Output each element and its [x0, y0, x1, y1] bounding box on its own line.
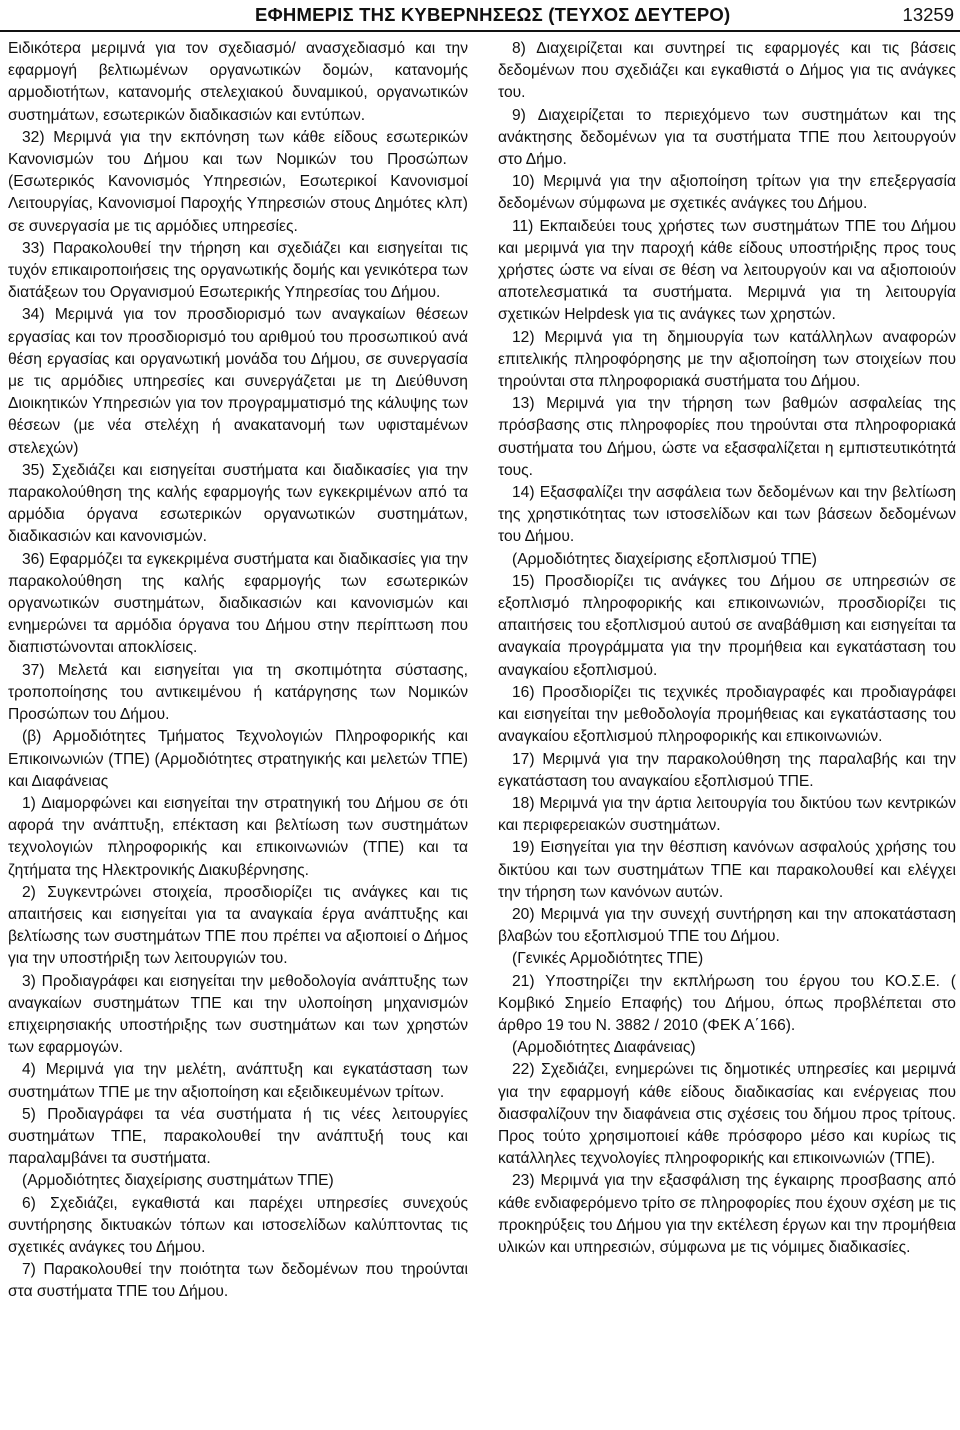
paragraph: 33) Παρακολουθεί την τήρηση και σχεδιάζει και εισηγείται τις τυχόν επικαιροποιήσεις της οργανωτικής δομής και γενικότερα των διατάξεων του Οργανισμού Εσωτερικής Υπηρεσίας του Δήμου.: [8, 239, 468, 302]
right-column: [498, 38, 956, 1259]
paragraph: 21) Υποστηρίζει την εκπλήρωση του έργου του ΚΟ.Σ.Ε. ( Κομβικό Σημείο Επαφής) του Δήμου, όπως προβλέπεται στο άρθρο 19 του Ν. 3882 / 2010 (ΦΕΚ Α΄166).: [498, 972, 956, 1034]
paragraph: 1) Διαμορφώνει και εισηγείται την στρατηγική του Δήμου σε ότι αφορά την ανάπτυξη, επέκταση και βελτίωση των συστημάτων τεχνολογιών πληροφορικής και επικοινωνιών (ΤΠΕ) και τα ζητήματα της Ηλεκτρονικής Διακυβέρνησης.: [8, 794, 468, 879]
paragraph: 2) Συγκεντρώνει στοιχεία, προσδιορίζει τις ανάγκες και τις απαιτήσεις και εισηγείται για τα αναγκαία έργα ανάπτυξης και βελτίωσης των συστημάτων ΤΠΕ που πρέπει να αξιοποιεί ο Δήμος για την υποστήριξη των λειτουργιών του.: [8, 883, 468, 968]
subsection-heading: (Αρμοδιότητες διαχείρισης εξοπλισμού ΤΠΕ): [512, 550, 817, 568]
paragraph: 23) Μεριμνά για την εξασφάλιση της έγκαιρης προσβασης από κάθε ενδιαφερόμενο τρίτο σε πληροφορίες που έχουν σχέση με τις προκηρύξεις του Δήμου για την εκτέλεση έργων και την προμήθεια υλικών και υπηρεσιών, σύμφωνα με τις νόμιμες διαδικασίες.: [498, 1172, 956, 1256]
paragraph: 5) Προδιαγράφει τα νέα συστήματα ή τις νέες λειτουργίες συστημάτων ΤΠΕ, παρακολουθεί την ανάπτυξή τους και παραλαμβάνει τα συστήματα.: [8, 1105, 468, 1168]
paragraph: 35) Σχεδιάζει και εισηγείται συστήματα και διαδικασίες για την παρακολούθηση της καλής εφαρμογής των εγκεκριμένων από τα αρμόδια όργανα εσωτερικών οργανωτικών συστημάτων, διαδικασιών και κανονισμών.: [8, 461, 468, 546]
paragraph: 3) Προδιαγράφει και εισηγείται την μεθοδολογία ανάπτυξης των αναγκαίων συστημάτων ΤΠΕ και την υλοποίηση μηχανισμών επιχειρησιακής υποστήριξης των συστημάτων και των χρηστών των εφαρμογών.: [8, 972, 468, 1057]
page-number: 13259: [902, 4, 954, 25]
paragraph: 4) Μεριμνά για την μελέτη, ανάπτυξη και εγκατάσταση των συστημάτων ΤΠΕ με την αξιοποίηση και εξειδικευμένων τρίτων.: [8, 1061, 468, 1101]
paragraph: 10) Μεριμνά για την αξιοποίηση τρίτων για την επεξεργασία δεδομένων σύμφωνα με σχετικές ανάγκες του Δήμου.: [498, 173, 956, 213]
paragraph: 9) Διαχειρίζεται το περιεχόμενο των συστημάτων και της ανάκτησης δεδομένων για τα συστήματα ΤΠΕ που λειτουργούν στο Δήμο.: [498, 106, 956, 169]
paragraph: 37) Μελετά και εισηγείται για τη σκοπιμότητα σύστασης, τροποποίησης του αντικειμένου ή κατάργησης των Νομικών Προσώπων του Δήμου.: [8, 661, 468, 724]
paragraph: 34) Μεριμνά για τον προσδιορισμό των αναγκαίων θέσεων εργασίας και τον προσδιορισμό του αριθμού του προσωπικού ανά θέση εργασίας και οργανωτική μονάδα του Δήμου, σε συνεργασία με τις αρμόδιες υπηρεσίες και συνεργάζεται με τη Διεύθυνση Διοικητικών Υπηρεσιών για τον προγραμματισμό της κάλυψης των θέσεων (με νέα στελέχη ή ανακατανομή των υφισταμένων στελεχών): [8, 306, 468, 457]
paragraph: 11) Εκπαιδεύει τους χρήστες των συστημάτων ΤΠΕ του Δήμου και μεριμνά για την παροχή κάθε είδους υποστήριξης προς τους χρήστες ώστε να είναι σε θέση να λειτουργούν και να αξιοποιούν αποτελεσματικά τα συστήματα. Μεριμνά για τη λειτουργία σχετικών Helpdesk για τις ανάγκες των χρηστών.: [498, 217, 956, 324]
header-divider: [0, 30, 960, 32]
paragraph: 12) Μεριμνά για τη δημιουργία των κατάλληλων αναφορών επιτελικής πληροφόρησης με την αξιοποίηση των στοιχείων που τηρούνται στα πληροφοριακά συστήματα του Δήμου.: [498, 328, 956, 391]
paragraph: Ειδικότερα μεριμνά για τον σχεδιασμό/ ανασχεδιασμό και την εφαρμογή βελτιωμένων οργανωτικών δομών, κατανομής αρμοδιοτήτων, κατανομής στελεχιακού δυναμικού, οργανωτικών συστημάτων, εσωτερικών διαδικασιών και εντύπων.: [8, 40, 468, 124]
paragraph: 20) Μεριμνά για την συνεχή συντήρηση και την αποκατάσταση βλαβών του εξοπλισμού ΤΠΕ του Δήμου.: [498, 905, 956, 946]
paragraph: 36) Εφαρμόζει τα εγκεκριμένα συστήματα και διαδικασίες για την παρακολούθηση της καλής εφαρμογής των εσωτερικών οργανωτικών συστημάτων, διαδικασιών και κανονισμών και ενημερώνει τα αρμόδια όργανα του Δήμου στην περίπτωση που διαπιστώνονται αποκλίσεις.: [8, 550, 468, 657]
paragraph: 18) Μεριμνά για την άρτια λειτουργία του δικτύου των κεντρικών και περιφερειακών συστημάτων.: [498, 794, 956, 835]
paragraph: 13) Μεριμνά για την τήρηση των βαθμών ασφαλείας της πρόσβασης στις πληροφορίες που τηρούνται στα πληροφοριακά συστήματα του Δήμου, ώστε να εξασφαλίζεται η εμπιστευτικότητά τους.: [498, 395, 956, 479]
page-header: [0, 0, 960, 36]
subsection-heading: (Αρμοδιότητες Διαφάνειας): [512, 1039, 696, 1057]
paragraph: 32) Μεριμνά για την εκπόνηση των κάθε είδους εσωτερικών Κανονισμών του Δήμου και των Νομικών του Προσώπων (Εσωτερικός Κανονισμός Υπηρεσιών, Εσωτερικοί Κανονισμοί Λειτουργίας, Κανονισμοί Παροχής Υπηρεσιών στους Δημότες κλπ) σε συνεργασία με τις αρμόδιες υπηρεσίες.: [8, 128, 468, 235]
paragraph: 17) Μεριμνά για την παρακολούθηση της παραλαβής και την εγκατάσταση του αναγκαίου εξοπλισμού ΤΠΕ.: [498, 750, 956, 790]
gazette-title: ΕΦΗΜΕΡΙΣ ΤΗΣ ΚΥΒΕΡΝΗΣΕΩΣ (ΤΕΥΧΟΣ ΔΕΥΤΕΡΟ): [255, 4, 731, 25]
subsection-heading: (Αρμοδιότητες διαχείρισης συστημάτων ΤΠΕ): [22, 1172, 334, 1190]
paragraph: 8) Διαχειρίζεται και συντηρεί τις εφαρμογές και τις βάσεις δεδομένων που σχεδιάζει και εγκαθιστά ο Δήμος για τις ανάγκες του.: [498, 40, 956, 102]
paragraph: 15) Προσδιορίζει τις ανάγκες του Δήμου σε υπηρεσιών σε εξοπλισμό πληροφορικής και επικοινωνιών, προσδιορίζει τις απαιτήσεις του εξοπλισμού αυτού σε αναβάθμιση και εισηγείται τα αναγκαία προγράμματα για την προμήθεια και εγκατάσταση του αναγκαίου εξοπλισμού.: [498, 572, 956, 679]
paragraph: 19) Εισηγείται για την θέσπιση κανόνων ασφαλούς χρήσης του δικτύου και των συστημάτων ΤΠΕ και παρακολουθεί και ελέγχει την τήρηση των κανόνων αυτών.: [498, 839, 956, 901]
subsection-heading: (Γενικές Αρμοδιότητες ΤΠΕ): [512, 950, 704, 968]
paragraph: 7) Παρακολουθεί την ποιότητα των δεδομένων που τηρούνται στα συστήματα ΤΠΕ του Δήμου.: [8, 1261, 468, 1301]
left-column: [8, 38, 468, 1304]
paragraph: 6) Σχεδιάζει, εγκαθιστά και παρέχει υπηρεσίες συνεχούς συντήρησης δικτυακών τόπων και ιστοσελίδων καλύπτοντας τις σχετικές ανάγκες του Δήμου.: [8, 1194, 468, 1256]
paragraph: 22) Σχεδιάζει, ενημερώνει τις δημοτικές υπηρεσίες και μεριμνά για την εφαρμογή κάθε είδους διαδικασίας και ενέργειας που διασφαλίζουν την διαφάνεια στις σχέσεις του δήμου προς τρίτους. Προς τούτο χρησιμοποιεί κάθε πρόσφορο μέσο και κυρίως τις κατάλληλες τεχνολογίες πληροφορικής και επικοινωνιών (ΤΠΕ).: [498, 1061, 956, 1168]
section-heading: (β) Αρμοδιότητες Τμήματος Τεχνολογιών Πληροφορικής και Επικοινωνιών (ΤΠΕ) (Αρμοδιότητες στρατηγικής και μελετών ΤΠΕ) και Διαφάνειας: [8, 728, 468, 790]
paragraph: 14) Εξασφαλίζει την ασφάλεια των δεδομένων και την βελτίωση της χρηστικότητας των ιστοσελίδων και των βάσεων δεδομένων του Δήμου.: [498, 484, 956, 546]
paragraph: 16) Προσδιορίζει τις τεχνικές προδιαγραφές και προδιαγράφει και εισηγείται την μεθοδολογία προμήθειας και εγκατάστασης του αναγκαίου εξοπλισμού πληροφορικής και επικοινωνιών.: [498, 683, 956, 746]
